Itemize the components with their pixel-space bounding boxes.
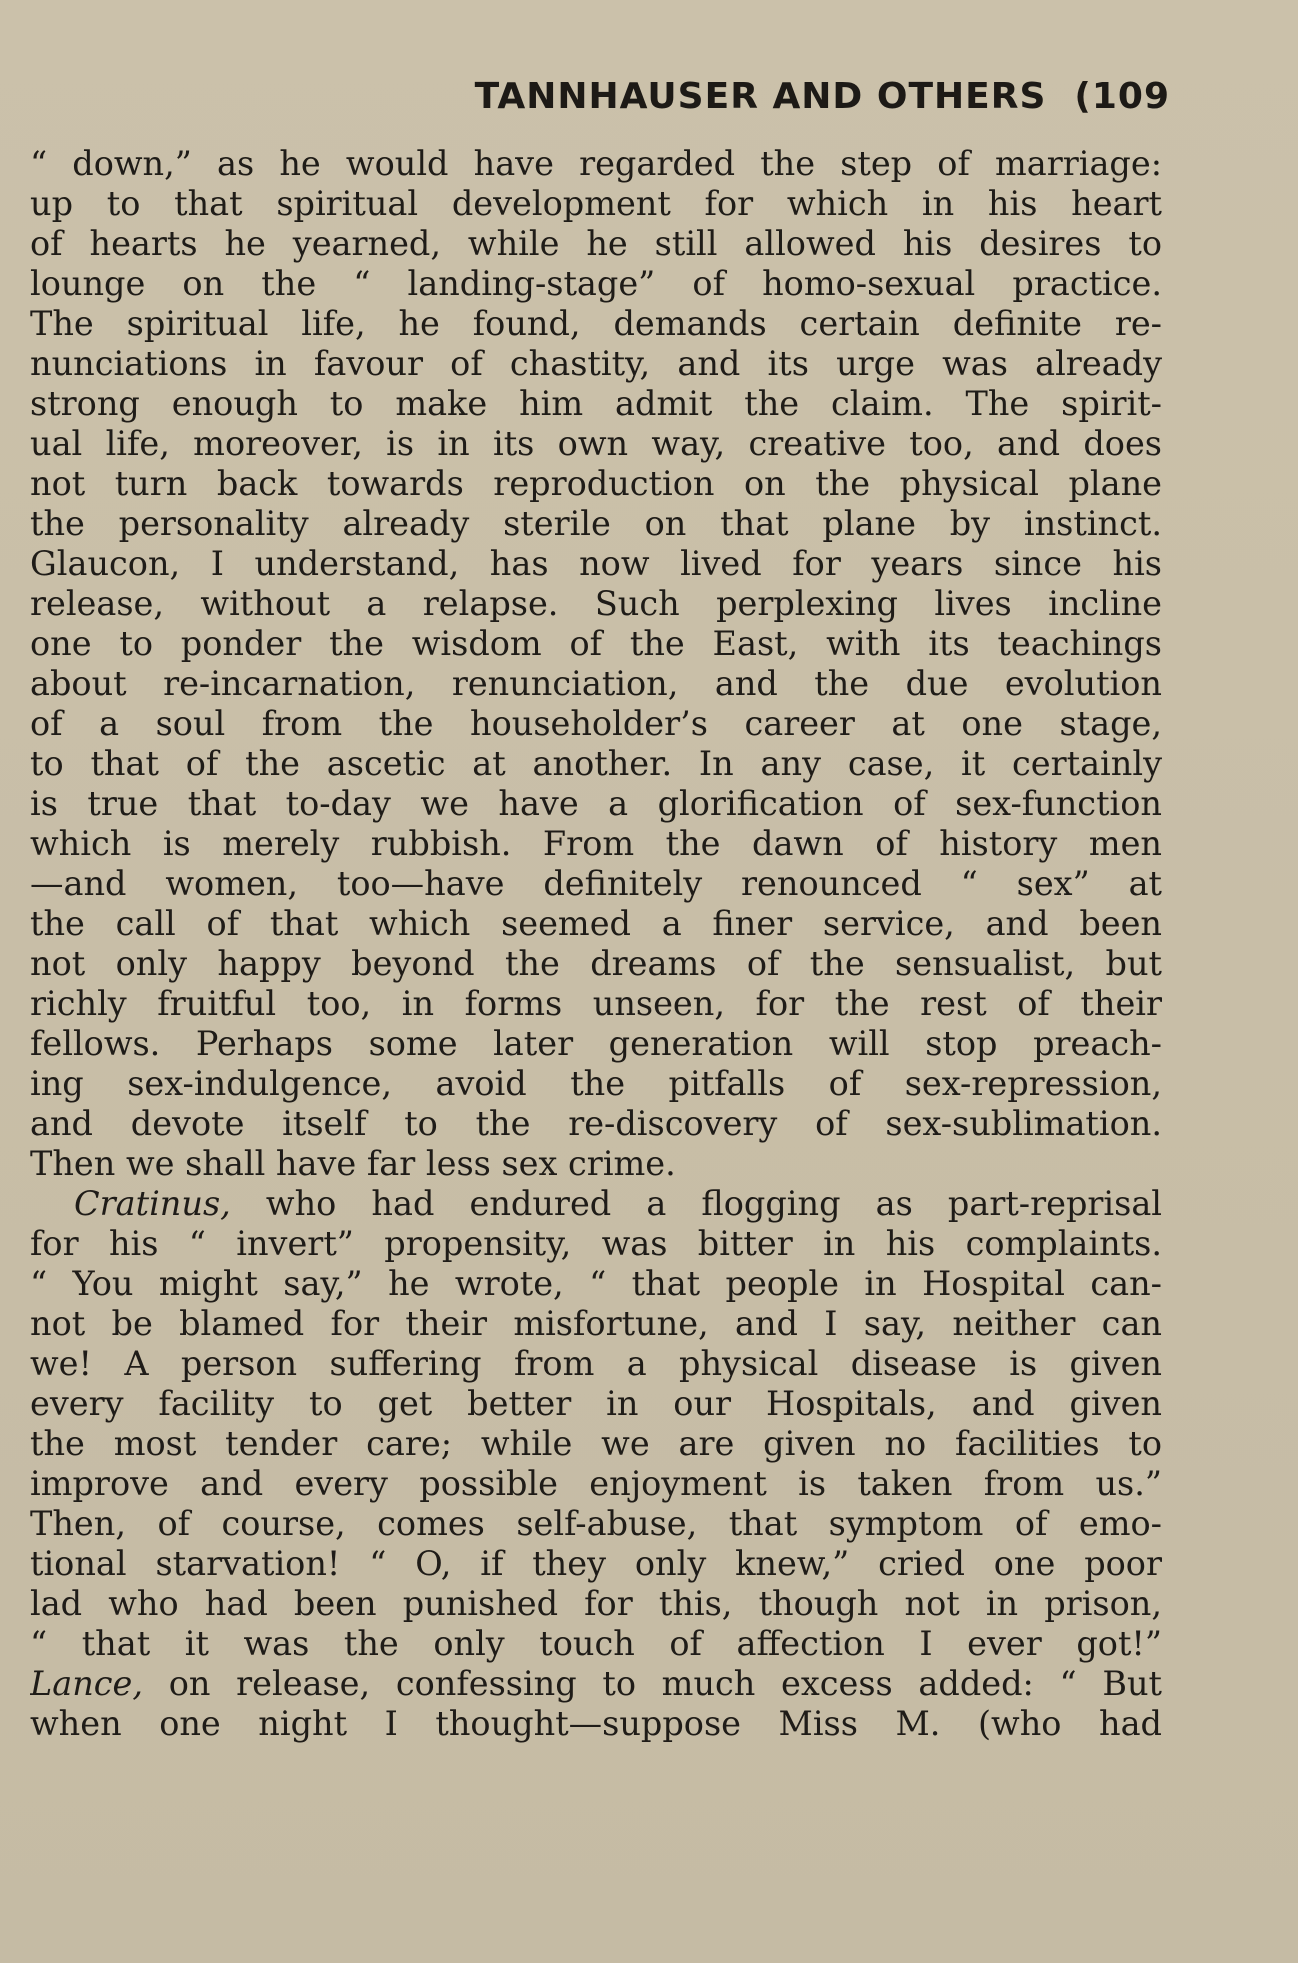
text-line: nunciations in favour of chastity, and its urge was already: [30, 344, 1162, 383]
text-line: lounge on the “ landing-stage” of homo-sexual practice.: [30, 264, 1162, 303]
text-line: is true that to-day we have a glorification of sex-function: [30, 784, 1162, 823]
text-line: tional starvation! “ O, if they only knew,” cried one poor: [30, 1544, 1162, 1583]
text-line: which is merely rubbish. From the dawn of history men: [30, 824, 1162, 863]
text-line: “ down,” as he would have regarded the step of marriage:: [30, 144, 1162, 183]
text-fragment: who had endured a flogging as part-reprisal: [230, 1184, 1162, 1223]
text-line: not be blamed for their misfortune, and I say, neither can: [30, 1304, 1162, 1343]
text-line: improve and every possible enjoyment is taken from us.”: [30, 1464, 1162, 1503]
text-line: [30, 1664, 1162, 1704]
text-line: Then, of course, comes self-abuse, that symptom of emo-: [30, 1504, 1162, 1543]
text-line: lad who had been punished for this, though not in prison,: [30, 1584, 1162, 1623]
text-line: release, without a relapse. Such perplexing lives incline: [30, 584, 1162, 623]
text-line: richly fruitful too, in forms unseen, for the rest of their: [30, 984, 1162, 1023]
chapter-title: TANNHAUSER AND OTHERS: [474, 76, 1047, 117]
text-line: The spiritual life, he found, demands certain definite re-: [30, 304, 1162, 343]
text-line: to that of the ascetic at another. In any case, it certainly: [30, 744, 1162, 783]
text-line: of a soul from the householder’s career at one stage,: [30, 704, 1162, 743]
text-line: we! A person suffering from a physical disease is given: [30, 1344, 1162, 1383]
page-number: (109: [1074, 76, 1170, 117]
text-line: not turn back towards reproduction on the physical plane: [30, 464, 1162, 503]
text-line: ing sex-indulgence, avoid the pitfalls of sex-repression,: [30, 1064, 1162, 1103]
text-line: strong enough to make him admit the claim. The spirit-: [30, 384, 1162, 423]
text-line: and devote itself to the re-discovery of sex-sublimation.: [30, 1104, 1162, 1143]
text-line: —and women, too—have definitely renounced “ sex” at: [30, 864, 1162, 903]
body-text: [30, 144, 1162, 1744]
running-head: [475, 76, 1170, 117]
name-cratinus: Cratinus,: [74, 1184, 231, 1223]
name-lance: Lance,: [30, 1664, 144, 1703]
text-line: up to that spiritual development for which in his heart: [30, 184, 1162, 223]
text-line: Then we shall have far less sex crime.: [30, 1144, 676, 1183]
text-line: “ that it was the only touch of affection I ever got!”: [30, 1624, 1162, 1663]
text-line: the most tender care; while we are given no facilities to: [30, 1424, 1162, 1463]
text-line: Glaucon, I understand, has now lived for years since his: [30, 544, 1162, 583]
text-line: not only happy beyond the dreams of the sensualist, but: [30, 944, 1162, 983]
text-line: the call of that which seemed a finer service, and been: [30, 904, 1162, 943]
text-line: of hearts he yearned, while he still allowed his desires to: [30, 224, 1162, 263]
paragraph-start-line: [30, 1184, 1162, 1224]
text-fragment: on release, confessing to much excess added: “ But: [143, 1664, 1162, 1703]
text-line: every facility to get better in our Hospitals, and given: [30, 1384, 1162, 1423]
text-line: fellows. Perhaps some later generation will stop preach-: [30, 1024, 1162, 1063]
text-line: “ You might say,” he wrote, “ that people in Hospital can-: [30, 1264, 1162, 1303]
text-line: about re-incarnation, renunciation, and the due evolution: [30, 664, 1162, 703]
text-line: one to ponder the wisdom of the East, with its teachings: [30, 624, 1162, 663]
text-line: for his “ invert” propensity, was bitter in his complaints.: [30, 1224, 1162, 1263]
text-line: when one night I thought—suppose Miss M. (who had: [30, 1704, 1162, 1743]
text-line: the personality already sterile on that plane by instinct.: [30, 504, 1162, 543]
text-line: ual life, moreover, is in its own way, creative too, and does: [30, 424, 1162, 463]
